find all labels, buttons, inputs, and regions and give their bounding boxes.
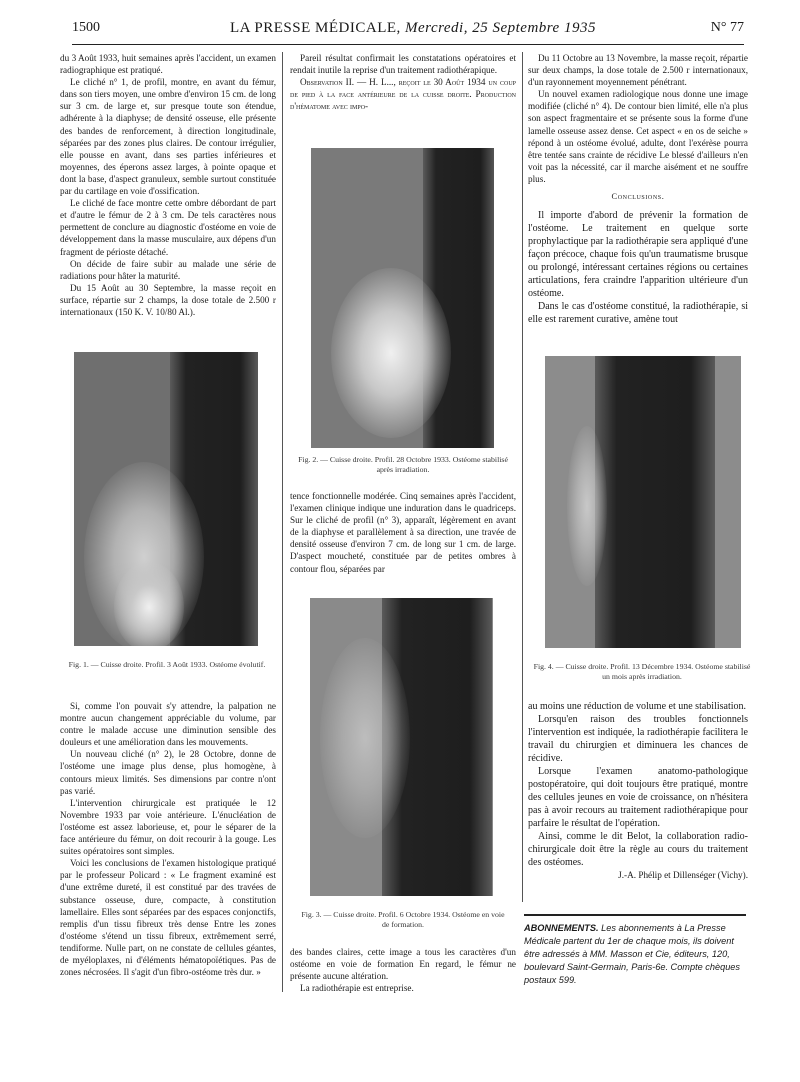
paragraph: Voici les conclusions de l'examen histologique pratiqué par le professeur Policard : « Le fragment examiné est d'une extrême dureté, il est constitué par des travées de substance osseuse, dure, compacte, à constitution lamellaire. Elles sont séparées par des espaces conjonctifs, remplis d'un tissu fibreux très dense Entre les zones d'ostéome s'étend un tissu fibreux, extrêmement serré, tendiforme. Nulle part, on ne constate de cellules géantes, de myéloplaxes, ni d'éléments hématopoïétiques. Pas de zones nécrosées. Il s'agit d'un fibro-ostéome très dur. » xyxy=(60,858,276,978)
paragraph: On décide de faire subir au malade une série de radiations pour hâter la maturité. xyxy=(60,258,276,281)
paragraph: L'intervention chirurgicale est pratiquée le 12 Novembre 1933 par voie antérieure. L'énucléation de l'ostéome est assez laborieuse, et, pour le séparer de la face antérieure du fémur, on doit recourir à la gouge. Les suites opératoires sont simples. xyxy=(60,797,276,857)
page-header xyxy=(72,20,744,42)
author-signature: J.-A. Phélip et Dillenséger (Vichy). xyxy=(618,870,748,880)
issue-date: Mercredi, 25 Septembre 1935 xyxy=(405,20,596,36)
paragraph: Il importe d'abord de prévenir la formation de l'ostéome. Le traitement en quelque sorte prophylactique par la radiothérapie sera appliqué d'une façon précoce, chaque fois qu'un traumatisme brusque ou prolongé, intéressant certaines régions ou certaines articulations, fera craindre l'apparition ultérieure d'un ostéome. xyxy=(528,210,748,300)
paragraph: Lorsque l'examen anatomo-pathologique postopératoire, qui doit toujours être pratiqué, montre des cellules jeunes en voie de croissance, on n'hésitera pas à avoir recours au traitement radiothérapique pour parfaire le résultat de l'opération. xyxy=(528,766,748,829)
col3-bottom-text xyxy=(528,700,748,882)
paragraph: Pareil résultat confirmait les constatations opératoires et rendait inutile la reprise d'un traitement radiothérapique. xyxy=(290,53,516,76)
paragraph: Un nouveau cliché (n° 2), le 28 Octobre, donne de l'ostéome une image plus dense, plus homogène, à contours mieux limités. Ses dimensions par contre n'ont pas varié. xyxy=(60,749,276,796)
paragraph: Du 11 Octobre au 13 Novembre, la masse reçoit, répartie sur deux champs, la dose totale de 2.500 r internationaux, d'un rayonnement moyennement pénétrant. xyxy=(528,53,748,88)
observation-text: Observation II. — H. L..., reçoit le 30 Août 1934 un coup de pied à la face antérieure de la cuisse droite. Production d'hématome avec impo- xyxy=(290,77,516,112)
paragraph: au moins une réduction de volume et une stabilisation. xyxy=(528,701,747,712)
paragraph: Lorsqu'en raison des troubles fonctionnels l'intervention est indiquée, la radiothérapie facilitera le travail du chirurgien et diminuera les chances de récidive. xyxy=(528,714,748,764)
figure-3-radiograph xyxy=(310,598,493,896)
col1-top-text xyxy=(60,52,276,318)
paragraph: Le cliché de face montre cette ombre débordant de part et d'autre le fémur de 2 à 3 cm. De tels caractères nous permettent de conclure au diagnostic d'ostéome en voie de développement dans la masse musculaire, aux dépens d'un fragment de périoste détaché. xyxy=(60,198,276,257)
col3-top-text xyxy=(528,52,748,326)
header-rule xyxy=(72,44,744,45)
figure-4-radiograph xyxy=(545,356,741,648)
journal-title: LA PRESSE MÉDICALE, Mercredi, 25 Septembre 1935 xyxy=(230,20,596,36)
paragraph: Ainsi, comme le dit Belot, la collaboration radio-chirurgicale doit être la règle au cours du traitement des ostéomes. xyxy=(528,831,748,868)
paragraph: tence fonctionnelle modérée. Cinq semaines après l'accident, l'examen clinique indique une induration dans le quadriceps. Sur le cliché de profil (n° 3), apparaît, légèrement en avant de la diaphyse et parallèlement à sa direction, une travée de densité osseuse d'environ 7 cm. de long sur 1 cm. de large. D'aspect moucheté, constituée par de petites ombres à contour flou, séparées par xyxy=(290,491,516,574)
conclusions-heading: Conclusions. xyxy=(611,192,665,202)
figure-1-radiograph xyxy=(74,352,258,646)
paragraph: du 3 Août 1933, huit semaines après l'accident, un examen radiographique est pratiqué. xyxy=(60,53,276,76)
col1-bottom-text xyxy=(60,700,276,978)
paragraph xyxy=(290,76,516,112)
figure-3-caption: Fig. 3. — Cuisse droite. Profil. 6 Octobre 1934. Ostéome en voie de formation. xyxy=(301,910,505,929)
figure-2-caption: Fig. 2. — Cuisse droite. Profil. 28 Octobre 1933. Ostéome stabilisé après irradiation. xyxy=(298,455,508,474)
issue-number: N° 77 xyxy=(710,20,744,35)
figure-4-caption: Fig. 4. — Cuisse droite. Profil. 13 Décembre 1934. Ostéome stabilisé un mois après irradiation. xyxy=(533,662,751,681)
paragraph: Dans le cas d'ostéome constitué, la radiothérapie, si elle est rarement curative, amène tout xyxy=(528,301,748,326)
figure-1-caption: Fig. 1. — Cuisse droite. Profil. 3 Août 1933. Ostéome évolutif. xyxy=(68,660,266,669)
page-number: 1500 xyxy=(72,20,100,35)
paragraph: Si, comme l'on pouvait s'y attendre, la palpation ne montre aucun changement appréciable du volume, par contre le malade accuse une diminution sensible des douleurs et une amélioration dans les mouvements. xyxy=(60,701,276,748)
col2-top-text xyxy=(290,52,516,112)
paragraph: La radiothérapie est entreprise. xyxy=(300,983,414,994)
col2-bottom-text xyxy=(290,946,516,994)
paragraph: Du 15 Août au 30 Septembre, la masse reçoit en surface, répartie sur 2 champs, la dose totale de 2.500 r internationaux (150 K. V. 10/80 Al.). xyxy=(60,282,276,317)
subscriptions-text: Les abonnements à La Presse Médicale partent du 1er de chaque mois, ils doivent être adressés à MM. Masson et Cie, éditeurs, 120, boulevard Saint-Germain, Paris-6e. Compte chèques postaux 599. xyxy=(524,923,741,985)
subscriptions-label: ABONNEMENTS. xyxy=(524,923,599,933)
column-divider xyxy=(522,52,523,902)
subscriptions-notice xyxy=(524,914,746,987)
column-divider xyxy=(282,52,283,992)
paragraph: des bandes claires, cette image a tous les caractères d'un ostéome en voie de formation En regard, le fémur ne présente aucune altération. xyxy=(290,947,516,982)
figure-2-radiograph xyxy=(311,148,494,448)
paragraph: Le cliché n° 1, de profil, montre, en avant du fémur, dans son tiers moyen, une ombre d'environ 15 cm. de long sur 3 cm. de large et, sur presque toute son étendue, adhérente à la diaphyse; de densité osseuse, elle présente des bandes de renforcement, à direction longitudinale, séparées par des zones plus claires. De contour irrégulier, elle pousse en avant, dans ses parties inférieures et moyennes, des éperons assez larges, à pointe opaque et dont la base, d'aspect granuleux, semble surtout constituée par du cartilage en voie d'ossification. xyxy=(60,77,276,197)
paragraph: Un nouvel examen radiologique nous donne une image modifiée (cliché n° 4). De contour bien limité, elle n'a plus son aspect fragmentaire et se présente sous la forme d'une lamelle osseuse assez dense. Cet aspect « en os de seiche » répond à un ostéome évolué, adulte, dont l'exérèse pourra être tentée sans crainte de récidive Le blessé d'ailleurs n'en voit pas la nécessité, car il marche aisément et ne souffre plus. xyxy=(528,89,748,184)
col2-mid-text xyxy=(290,490,516,575)
